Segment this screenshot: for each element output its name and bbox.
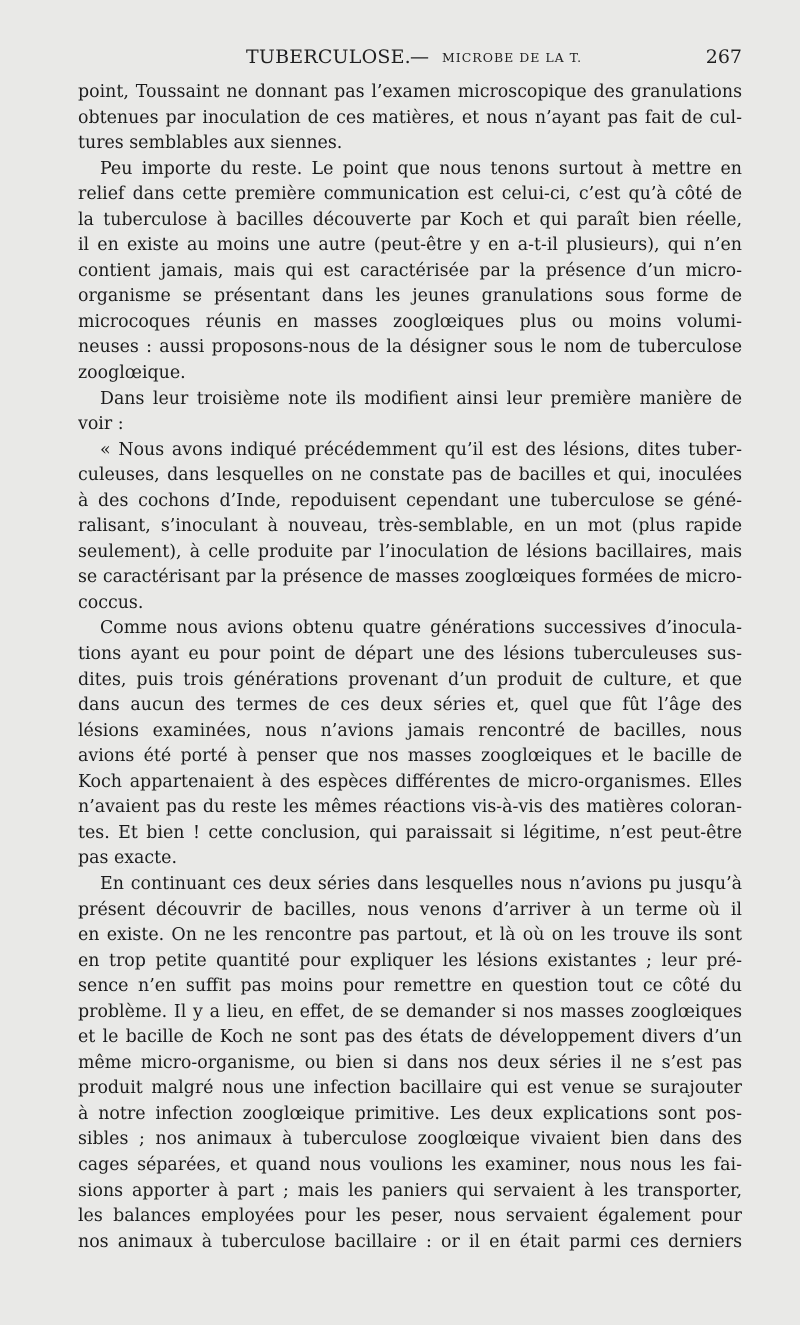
text-line: en existe. On ne les rencontre pas partout, et là où on les trouve ils sont [78,925,742,946]
text-line: présent découvrir de bacilles, nous venons d’arriver à un terme où il [78,899,742,920]
text-line: en trop petite quantité pour expliquer les lésions existantes ; leur pré- [78,950,742,971]
text-line: tures semblables aux siennes. [78,133,343,154]
text-line: Peu importe du reste. Le point que nous tenons surtout à mettre en [100,158,742,179]
text-line: nos animaux à tuberculose bacillaire : or il en était parmi ces derniers [78,1231,742,1252]
text-line: produit malgré nous une infection bacillaire qui est venue se surajouter [78,1078,742,1099]
text-line: microcoques réunis en masses zooglœiques plus ou moins volumi- [78,311,742,332]
header-dash: — [410,46,429,68]
text-line: Koch appartenaient à des espèces différentes de micro-organismes. Elles [78,771,742,792]
text-line: avions été porté à penser que nos masses zooglœiques et le bacille de [78,746,742,767]
text-line: sions apporter à part ; mais les paniers qui servaient à les transporter, [78,1180,742,1201]
text-line: se caractérisant par la présence de masses zooglœiques formées de micro- [78,567,742,588]
text-line: sibles ; nos animaux à tuberculose zooglœique vivaient bien dans des [78,1129,742,1150]
text-line: tes. Et bien ! cette conclusion, qui paraissait si légitime, n’est peut-être [78,822,742,843]
text-line: sence n’en suffit pas moins pour remettre en question tout ce côté du [78,976,742,997]
text-line: neuses : aussi proposons-nous de la désigner sous le nom de tuberculose [78,337,742,358]
text-line: organisme se présentant dans les jeunes granulations sous forme de [78,286,742,307]
text-line: « Nous avons indiqué précédemment qu’il est des lésions, dites tuber- [100,439,742,460]
text-line: seulement), à celle produite par l’inoculation de lésions bacillaires, mais [78,541,742,562]
text-line: voir : [78,414,124,435]
running-header [78,46,742,72]
text-line: culeuses, dans lesquelles on ne constate pas de bacilles et qui, inoculées [78,465,742,486]
text-line: ralisant, s’inoculant à nouveau, très-semblable, en un mot (plus rapide [78,516,742,537]
text-line: relief dans cette première communication est celui-ci, c’est qu’à côté de [78,184,742,205]
text-line: tions ayant eu pour point de départ une des lésions tuberculeuses sus- [78,644,742,665]
text-line: contient jamais, mais qui est caractérisée par la présence d’un micro- [78,260,742,281]
text-line: problème. Il y a lieu, en effet, de se demander si nos masses zooglœiques [78,1001,742,1022]
text-line: il en existe au moins une autre (peut-être y en a-t-il plusieurs), qui n’en [78,235,742,256]
text-line: cages séparées, et quand nous voulions les examiner, nous nous les fai- [78,1154,742,1175]
running-title: TUBERCULOSE. [246,46,411,68]
text-line: même micro-organisme, ou bien si dans nos deux séries il ne s’est pas [78,1052,742,1073]
body-text [78,80,742,1255]
text-line: lésions examinées, nous n’avions jamais rencontré de bacilles, nous [78,720,742,741]
text-line: à des cochons d’Inde, repoduisent cependant une tuberculose se géné- [78,490,742,511]
page-number: 267 [705,46,742,68]
text-line: dites, puis trois générations provenant d’un produit de culture, et que [78,669,742,690]
text-line: et le bacille de Koch ne sont pas des états de développement divers d’un [78,1027,742,1048]
text-line: point, Toussaint ne donnant pas l’examen microscopique des granulations [78,82,742,102]
text-line: à notre infection zooglœique primitive. Les deux explications sont pos- [78,1103,742,1124]
text-line: coccus. [78,592,144,613]
text-line: obtenues par inoculation de ces matières, et nous n’ayant pas fait de cul- [78,107,742,128]
text-line: En continuant ces deux séries dans lesquelles nous n’avions pu jusqu’à [100,873,742,894]
running-subtitle: MICROBE DE LA T. [442,50,583,65]
text-line: pas exacte. [78,848,177,869]
text-line: les balances employées pour les peser, nous servaient également pour [78,1206,742,1227]
text-line: n’avaient pas du reste les mêmes réactions vis-à-vis des matières coloran- [78,797,742,818]
text-line: la tuberculose à bacilles découverte par Koch et qui paraît bien réelle, [78,209,742,230]
text-line: zooglœique. [78,363,186,384]
text-line: Dans leur troisième note ils modifient ainsi leur première manière de [100,388,742,409]
text-line: Comme nous avions obtenu quatre générations successives d’inocula- [100,618,742,639]
text-line: dans aucun des termes de ces deux séries et, quel que fût l’âge des [78,695,742,716]
